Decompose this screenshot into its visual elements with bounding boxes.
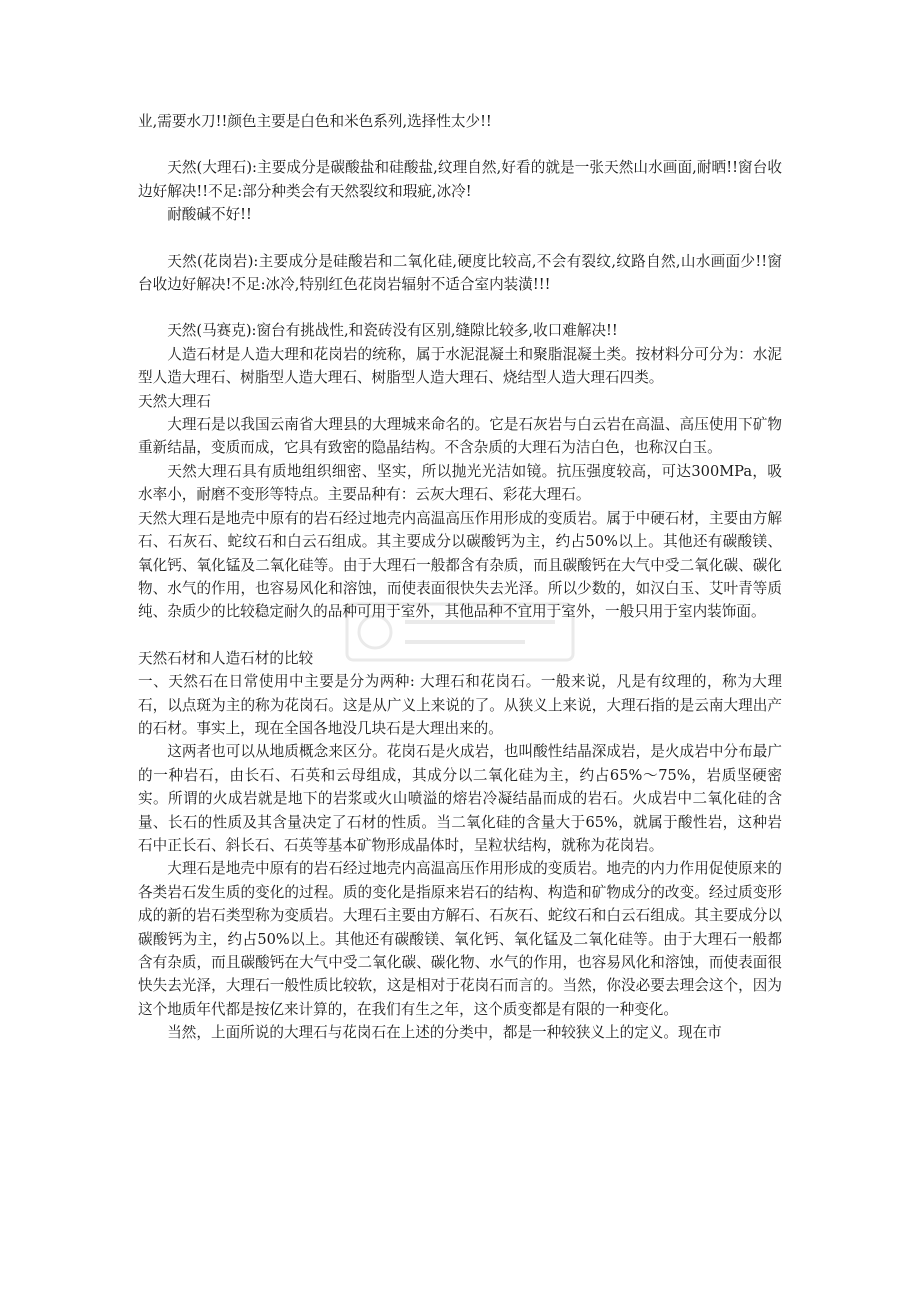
paragraph-marble-composition: 天然大理石是地壳中原有的岩石经过地壳内高温高压作用形成的变质岩。属于中硬石材，主要由方解石、石灰石、蛇纹石和白云石组成。其主要成分以碳酸钙为主，约占50%以上。其他还有碳酸镁、氧化钙、氧化锰及二氧化硅等。由于大理石一般都含有杂质，而且碳酸钙在大气中受二氧化碳、碳化物、水气的作用，也容易风化和溶蚀，而使表面很快失去光泽。所以少数的，如汉白玉、艾叶青等质纯、杂质少的比较稳定耐久的品种可用于室外，其他品种不宜用于室外，一般只用于室内装饰面。 [138, 509, 782, 621]
heading-stone-comparison: 天然石材和人造石材的比较 [138, 649, 314, 667]
paragraph-geology-granite: 这两者也可以从地质概念来区分。花岗石是火成岩，也叫酸性结晶深成岩，是火成岩中分布最广的一种岩石，由长石、石英和云母组成，其成分以二氧化硅为主，约占65%～75%，岩质坚硬密实。所谓的火成岩就是地下的岩浆或火山喷溢的熔岩冷凝结晶而成的岩石。火成岩中二氧化硅的含量、长石的性质及其含量决定了石材的性质。当二氧化硅的含量大于65%，就属于酸性岩，这种岩石中正长石、斜长石、石英等基本矿物形成晶体时，呈粒状结构，就称为花岗岩。 [138, 743, 782, 854]
paragraph-marble-properties: 天然大理石具有质地组织细密、坚实，所以抛光光洁如镜。抗压强度较高，可达300MPa，吸水率小，耐磨不变形等特点。主要品种有：云灰大理石、彩花大理石。 [138, 462, 782, 504]
paragraph-artificial-stone: 人造石材是人造大理和花岗岩的统称，属于水泥混凝土和聚脂混凝土类。按材料分可分为：水泥型人造大理石、树脂型人造大理石、树脂型人造大理石、烧结型人造大理石四类。 [138, 345, 782, 387]
paragraph-natural-marble-notes: 天然(大理石):主要成分是碳酸盐和硅酸盐,纹理自然,好看的就是一张天然山水画面,耐晒!!窗台收边好解决!!不足:部分种类会有天然裂纹和瑕疵,冰冷! [138, 159, 782, 200]
paragraph-geology-marble: 大理石是地壳中原有的岩石经过地壳内高温高压作用形成的变质岩。地壳的内力作用促使原来的各类岩石发生质的变化的过程。质的变化是指原来岩石的结构、构造和矿物成分的改变。经过质变形成的新的岩石类型称为变质岩。大理石主要由方解石、石灰石、蛇纹石和白云石组成。其主要成分以碳酸钙为主，约占50%以上。其他还有碳酸镁、氧化钙、氧化锰及二氧化硅等。由于大理石一般都含有杂质，而且碳酸钙在大气中受二氧化碳、碳化物、水气的作用，也容易风化和溶蚀，而使表面很快失去光泽，大理石一般性质比较软，这是相对于花岗石而言的。当然，你没必要去理会这个，因为这个地质年代都是按亿来计算的，在我们有生之年，这个质变都是有限的一种变化。 [138, 860, 782, 1018]
paragraph-marble-origin: 大理石是以我国云南省大理县的大理城来命名的。它是石灰岩与白云岩在高温、高压使用下矿物重新结晶，变质而成，它具有致密的隐晶结构。不含杂质的大理石为洁白色，也称汉白玉。 [138, 416, 782, 457]
paragraph-natural-granite-notes: 天然(花岗岩):主要成分是硅酸岩和二氧化硅,硬度比较高,不会有裂纹,纹路自然,山水画面少!!窗台收边好解决!不足:冰冷,特别红色花岗岩辐射不适合室内装潢!!! [138, 252, 782, 294]
paragraph-natural-mosaic-notes: 天然(马赛克):窗台有挑战性,和瓷砖没有区别,缝隙比较多,收口难解决!! [167, 322, 618, 340]
paragraph-water-knife: 业,需要水刀!!颜色主要是白色和米色系列,选择性太少!! [138, 113, 492, 130]
heading-natural-marble: 天然大理石 [138, 392, 211, 410]
paragraph-acid-alkali: 耐酸碱不好!! [167, 206, 252, 224]
paragraph-narrow-definition: 当然，上面所说的大理石与花岗石在上述的分类中，都是一种较狭义上的定义。现在市 [167, 1024, 722, 1042]
paragraph-comparison-one: 一、天然石在日常使用中主要是分为两种: 大理石和花岗石。一般来说，凡是有纹理的，称为大理石，以点斑为主的称为花岗石。这是从广义上来说的了。从狭义上来说，大理石指的是云南大理出产的石材。事实上，现在全国各地没几块石是大理出来的。 [138, 673, 782, 737]
